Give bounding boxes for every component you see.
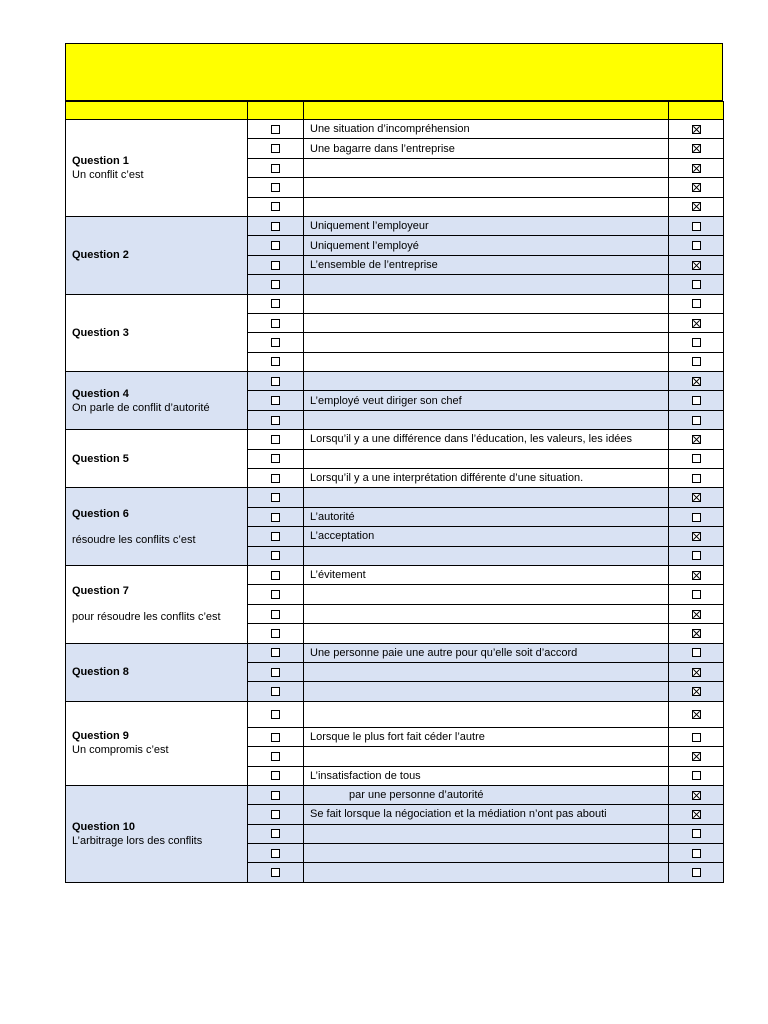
answer-text xyxy=(304,313,669,332)
correction-cell xyxy=(669,333,724,352)
checked-box-icon[interactable] xyxy=(692,261,701,270)
answer-checkbox[interactable] xyxy=(271,590,280,599)
empty-box-icon[interactable] xyxy=(692,648,701,657)
checked-box-icon[interactable] xyxy=(692,629,701,638)
answer-row xyxy=(66,643,724,662)
choice-cell xyxy=(248,333,304,352)
checked-box-icon[interactable] xyxy=(692,752,701,761)
empty-box-icon[interactable] xyxy=(692,551,701,560)
correction-cell xyxy=(669,727,724,746)
question-cell xyxy=(66,372,248,430)
answer-checkbox[interactable] xyxy=(271,241,280,250)
choice-cell xyxy=(248,527,304,546)
empty-box-icon[interactable] xyxy=(692,222,701,231)
correction-cell xyxy=(669,844,724,863)
question-cell xyxy=(66,565,248,643)
empty-box-icon[interactable] xyxy=(692,771,701,780)
answer-checkbox[interactable] xyxy=(271,164,280,173)
empty-box-icon[interactable] xyxy=(692,338,701,347)
answer-text xyxy=(304,701,669,727)
answer-checkbox[interactable] xyxy=(271,474,280,483)
answer-text: Uniquement l’employé xyxy=(304,236,669,255)
answer-text xyxy=(304,844,669,863)
answer-text xyxy=(304,488,669,507)
answer-text: Lorsqu’il y a une différence dans l’éducation, les valeurs, les idées xyxy=(304,430,669,449)
correction-cell xyxy=(669,120,724,139)
answer-row xyxy=(66,120,724,139)
correction-cell xyxy=(669,449,724,468)
answer-checkbox[interactable] xyxy=(271,610,280,619)
checked-box-icon[interactable] xyxy=(692,377,701,386)
empty-box-icon[interactable] xyxy=(692,357,701,366)
choice-cell xyxy=(248,662,304,681)
question-cell xyxy=(66,120,248,217)
answer-checkbox[interactable] xyxy=(271,868,280,877)
answer-text: Lorsque le plus fort fait céder l’autre xyxy=(304,727,669,746)
answer-checkbox[interactable] xyxy=(271,733,280,742)
answer-text xyxy=(304,178,669,197)
answer-text xyxy=(304,333,669,352)
answer-text xyxy=(304,275,669,294)
checked-box-icon[interactable] xyxy=(692,435,701,444)
choice-cell xyxy=(248,294,304,313)
correction-cell xyxy=(669,527,724,546)
answer-text: L’acceptation xyxy=(304,527,669,546)
checked-box-icon[interactable] xyxy=(692,319,701,328)
choice-cell xyxy=(248,139,304,158)
answer-checkbox[interactable] xyxy=(271,202,280,211)
answer-row xyxy=(66,488,724,507)
choice-cell xyxy=(248,863,304,882)
choice-cell xyxy=(248,216,304,235)
question-title: Question 7 xyxy=(72,585,129,598)
choice-cell xyxy=(248,158,304,177)
answer-checkbox[interactable] xyxy=(271,551,280,560)
answer-checkbox[interactable] xyxy=(271,125,280,134)
empty-box-icon[interactable] xyxy=(692,849,701,858)
question-title: Question 10 xyxy=(72,820,135,833)
checked-box-icon[interactable] xyxy=(692,493,701,502)
question-subtitle: Un conflit c’est xyxy=(72,168,144,181)
correction-cell xyxy=(669,391,724,410)
checked-box-icon[interactable] xyxy=(692,571,701,580)
checked-box-icon[interactable] xyxy=(692,164,701,173)
answer-checkbox[interactable] xyxy=(271,513,280,522)
answer-checkbox[interactable] xyxy=(271,829,280,838)
choice-cell xyxy=(248,120,304,139)
answer-text: par une personne d’autorité xyxy=(304,785,669,804)
choice-cell xyxy=(248,255,304,274)
answer-checkbox[interactable] xyxy=(271,532,280,541)
answer-text xyxy=(304,294,669,313)
answer-text xyxy=(304,863,669,882)
empty-box-icon[interactable] xyxy=(692,829,701,838)
choice-cell xyxy=(248,805,304,824)
header-cell-correction xyxy=(669,102,724,120)
choice-cell xyxy=(248,747,304,766)
correction-cell xyxy=(669,197,724,216)
question-cell xyxy=(66,430,248,488)
choice-cell xyxy=(248,372,304,391)
correction-cell xyxy=(669,410,724,429)
empty-box-icon[interactable] xyxy=(692,733,701,742)
empty-box-icon[interactable] xyxy=(692,590,701,599)
answer-checkbox[interactable] xyxy=(271,454,280,463)
correction-cell xyxy=(669,785,724,804)
question-subtitle: L’arbitrage lors des conflits xyxy=(72,834,203,847)
choice-cell xyxy=(248,275,304,294)
question-cell xyxy=(66,643,248,701)
answer-row xyxy=(66,372,724,391)
choice-cell xyxy=(248,352,304,371)
correction-cell xyxy=(669,275,724,294)
choice-cell xyxy=(248,766,304,785)
answer-checkbox[interactable] xyxy=(271,396,280,405)
answer-checkbox[interactable] xyxy=(271,338,280,347)
answer-row xyxy=(66,294,724,313)
answer-checkbox[interactable] xyxy=(271,435,280,444)
checked-box-icon[interactable] xyxy=(692,791,701,800)
correction-cell xyxy=(669,662,724,681)
answer-checkbox[interactable] xyxy=(271,319,280,328)
choice-cell xyxy=(248,507,304,526)
question-title: Question 5 xyxy=(72,452,129,465)
correction-cell xyxy=(669,747,724,766)
answer-text xyxy=(304,604,669,623)
checked-box-icon[interactable] xyxy=(692,810,701,819)
answer-row xyxy=(66,430,724,449)
answer-checkbox[interactable] xyxy=(271,629,280,638)
question-title: Question 1 xyxy=(72,154,129,167)
choice-cell xyxy=(248,546,304,565)
empty-box-icon[interactable] xyxy=(692,241,701,250)
answer-row xyxy=(66,785,724,804)
answer-row xyxy=(66,565,724,584)
question-cell xyxy=(66,785,248,882)
correction-cell xyxy=(669,236,724,255)
correction-cell xyxy=(669,216,724,235)
choice-cell xyxy=(248,643,304,662)
empty-box-icon[interactable] xyxy=(692,474,701,483)
correction-cell xyxy=(669,507,724,526)
correction-cell xyxy=(669,313,724,332)
correction-cell xyxy=(669,430,724,449)
checked-box-icon[interactable] xyxy=(692,610,701,619)
question-title: Question 6 xyxy=(72,507,129,520)
answer-checkbox[interactable] xyxy=(271,261,280,270)
answer-text: L’employé veut diriger son chef xyxy=(304,391,669,410)
question-subtitle: Un compromis c’est xyxy=(72,744,169,757)
choice-cell xyxy=(248,449,304,468)
question-title: Question 4 xyxy=(72,387,129,400)
answer-checkbox[interactable] xyxy=(271,849,280,858)
checked-box-icon[interactable] xyxy=(692,532,701,541)
empty-box-icon[interactable] xyxy=(692,513,701,522)
answer-text: L’insatisfaction de tous xyxy=(304,766,669,785)
answer-text: Uniquement l’employeur xyxy=(304,216,669,235)
answer-checkbox[interactable] xyxy=(271,771,280,780)
correction-cell xyxy=(669,372,724,391)
answer-text xyxy=(304,824,669,843)
empty-box-icon[interactable] xyxy=(692,396,701,405)
answer-text xyxy=(304,546,669,565)
answer-text: Une situation d’incompréhension xyxy=(304,120,669,139)
choice-cell xyxy=(248,727,304,746)
answer-text xyxy=(304,624,669,643)
correction-cell xyxy=(669,624,724,643)
answer-checkbox[interactable] xyxy=(271,571,280,580)
answer-checkbox[interactable] xyxy=(271,810,280,819)
choice-cell xyxy=(248,565,304,584)
choice-cell xyxy=(248,604,304,623)
correction-cell xyxy=(669,352,724,371)
answer-text: Lorsqu’il y a une interprétation différente d’une situation. xyxy=(304,469,669,488)
correction-cell xyxy=(669,805,724,824)
correction-cell xyxy=(669,585,724,604)
checked-box-icon[interactable] xyxy=(692,183,701,192)
empty-box-icon[interactable] xyxy=(692,280,701,289)
answer-text xyxy=(304,197,669,216)
choice-cell xyxy=(248,313,304,332)
answer-text: Une personne paie une autre pour qu’elle soit d’accord xyxy=(304,643,669,662)
answer-checkbox[interactable] xyxy=(271,493,280,502)
answer-checkbox[interactable] xyxy=(271,280,280,289)
question-cell xyxy=(66,294,248,372)
correction-cell xyxy=(669,255,724,274)
header-cell-question xyxy=(66,102,248,120)
answer-checkbox[interactable] xyxy=(271,687,280,696)
answer-text xyxy=(304,410,669,429)
checked-box-icon[interactable] xyxy=(692,125,701,134)
choice-cell xyxy=(248,844,304,863)
empty-box-icon[interactable] xyxy=(692,299,701,308)
quiz-table xyxy=(65,101,724,883)
answer-text: L’évitement xyxy=(304,565,669,584)
answer-checkbox[interactable] xyxy=(271,648,280,657)
answer-text: Se fait lorsque la négociation et la médiation n’ont pas abouti xyxy=(304,805,669,824)
answer-checkbox[interactable] xyxy=(271,183,280,192)
answer-checkbox[interactable] xyxy=(271,791,280,800)
correction-cell xyxy=(669,158,724,177)
answer-checkbox[interactable] xyxy=(271,299,280,308)
answer-text: L’autorité xyxy=(304,507,669,526)
question-subtitle: On parle de conflit d’autorité xyxy=(72,401,210,414)
answer-checkbox[interactable] xyxy=(271,752,280,761)
answer-row xyxy=(66,701,724,727)
choice-cell xyxy=(248,488,304,507)
correction-cell xyxy=(669,565,724,584)
choice-cell xyxy=(248,701,304,727)
checked-box-icon[interactable] xyxy=(692,710,701,719)
correction-cell xyxy=(669,766,724,785)
header-row xyxy=(66,102,724,120)
answer-checkbox[interactable] xyxy=(271,416,280,425)
header-cell-choice xyxy=(248,102,304,120)
correction-cell xyxy=(669,824,724,843)
choice-cell xyxy=(248,178,304,197)
correction-cell xyxy=(669,682,724,701)
checked-box-icon[interactable] xyxy=(692,687,701,696)
answer-text xyxy=(304,747,669,766)
answer-text xyxy=(304,662,669,681)
question-cell xyxy=(66,488,248,566)
choice-cell xyxy=(248,391,304,410)
empty-box-icon[interactable] xyxy=(692,416,701,425)
choice-cell xyxy=(248,430,304,449)
answer-checkbox[interactable] xyxy=(271,710,280,719)
answer-text: Une bagarre dans l’entreprise xyxy=(304,139,669,158)
choice-cell xyxy=(248,197,304,216)
answer-checkbox[interactable] xyxy=(271,222,280,231)
answer-checkbox[interactable] xyxy=(271,357,280,366)
correction-cell xyxy=(669,294,724,313)
correction-cell xyxy=(669,546,724,565)
quiz-document xyxy=(65,43,723,883)
question-title: Question 3 xyxy=(72,326,129,339)
correction-cell xyxy=(669,139,724,158)
choice-cell xyxy=(248,682,304,701)
answer-text xyxy=(304,352,669,371)
answer-text xyxy=(304,585,669,604)
correction-cell xyxy=(669,178,724,197)
answer-text xyxy=(304,682,669,701)
choice-cell xyxy=(248,624,304,643)
question-cell xyxy=(66,701,248,785)
choice-cell xyxy=(248,236,304,255)
question-subtitle: résoudre les conflits c’est xyxy=(72,533,196,546)
correction-cell xyxy=(669,604,724,623)
checked-box-icon[interactable] xyxy=(692,144,701,153)
answer-text xyxy=(304,372,669,391)
choice-cell xyxy=(248,824,304,843)
answer-text: L’ensemble de l’entreprise xyxy=(304,255,669,274)
correction-cell xyxy=(669,701,724,727)
correction-cell xyxy=(669,469,724,488)
checked-box-icon[interactable] xyxy=(692,668,701,677)
choice-cell xyxy=(248,410,304,429)
question-title: Question 2 xyxy=(72,249,129,262)
checked-box-icon[interactable] xyxy=(692,202,701,211)
question-subtitle: pour résoudre les conflits c’est xyxy=(72,611,221,624)
answer-checkbox[interactable] xyxy=(271,668,280,677)
choice-cell xyxy=(248,785,304,804)
answer-checkbox[interactable] xyxy=(271,144,280,153)
header-cell-answer xyxy=(304,102,669,120)
question-cell xyxy=(66,216,248,294)
choice-cell xyxy=(248,469,304,488)
correction-cell xyxy=(669,488,724,507)
answer-text xyxy=(304,449,669,468)
empty-box-icon[interactable] xyxy=(692,868,701,877)
question-title: Question 9 xyxy=(72,730,129,743)
header-banner xyxy=(65,43,723,101)
correction-cell xyxy=(669,863,724,882)
question-title: Question 8 xyxy=(72,666,129,679)
empty-box-icon[interactable] xyxy=(692,454,701,463)
answer-row xyxy=(66,216,724,235)
answer-checkbox[interactable] xyxy=(271,377,280,386)
correction-cell xyxy=(669,643,724,662)
choice-cell xyxy=(248,585,304,604)
answer-text xyxy=(304,158,669,177)
